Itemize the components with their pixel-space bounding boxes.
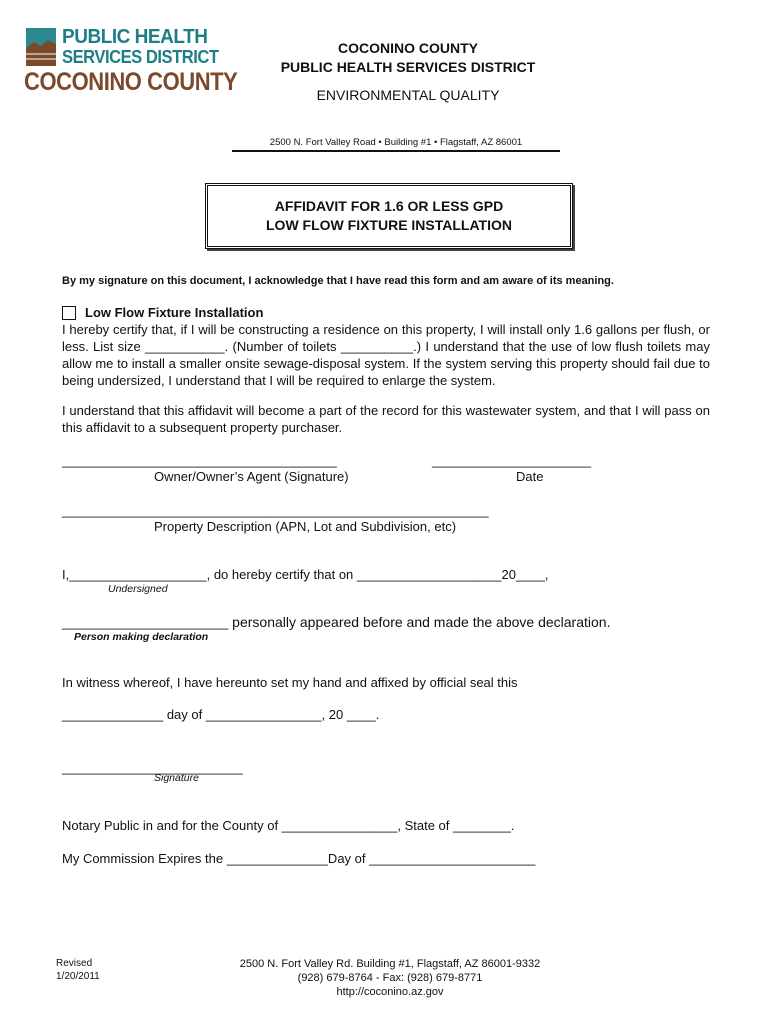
section-heading-label: Low Flow Fixture Installation <box>85 305 264 320</box>
footer-address: 2500 N. Fort Valley Rd. Building #1, Flagstaff, AZ 86001-9332 <box>239 958 541 970</box>
section-heading <box>62 305 263 320</box>
header-division: ENVIRONMENTAL QUALITY <box>316 87 500 103</box>
revised-date: 1/20/2011 <box>56 971 100 982</box>
district-logo <box>24 26 238 96</box>
property-description-line[interactable]: ___________________________________________________________ <box>62 503 489 518</box>
property-description-label: Property Description (APN, Lot and Subdivision, etc) <box>154 519 457 534</box>
day-of-line[interactable]: ______________ day of ________________, 20 ____. <box>62 707 380 722</box>
owner-signature-line[interactable]: ______________________________________ <box>62 453 337 468</box>
notary-county-line[interactable]: Notary Public in and for the County of ________________, State of ________. <box>62 818 515 833</box>
form-title-box <box>205 183 573 249</box>
revised-label: Revised <box>56 958 93 969</box>
header-district: PUBLIC HEALTH SERVICES DISTRICT <box>280 59 536 75</box>
commission-expires-line[interactable]: My Commission Expires the ______________Day of _______________________ <box>62 851 536 866</box>
certify-line[interactable]: I,___________________, do hereby certify that on ____________________20____, <box>62 567 549 582</box>
logo-text-line2: SERVICES DISTRICT <box>62 47 219 67</box>
form-title-line2: LOW FLOW FIXTURE INSTALLATION <box>266 217 512 233</box>
owner-signature-label: Owner/Owner’s Agent (Signature) <box>154 469 349 484</box>
footer-phone: (928) 679-8764 - Fax: (928) 679-8771 <box>297 972 483 984</box>
logo-text-line3: COCONINO COUNTY <box>24 68 238 96</box>
logo-text-line1: PUBLIC HEALTH <box>62 26 208 48</box>
undersigned-label: Undersigned <box>108 583 168 595</box>
notary-signature-label: Signature <box>154 772 199 784</box>
appeared-text: personally appeared before and made the above declaration. <box>228 614 611 630</box>
logo-mountain-icon <box>26 28 56 66</box>
appeared-line <box>62 614 610 630</box>
date-line[interactable]: ______________________ <box>432 453 592 468</box>
footer-website[interactable]: http://coconino.az.gov <box>336 986 444 998</box>
header-address: 2500 N. Fort Valley Road • Building #1 • Flagstaff, AZ 86001 <box>232 137 560 152</box>
date-label: Date <box>516 469 544 484</box>
person-making-declaration-label: Person making declaration <box>74 631 209 643</box>
section-body: I hereby certify that, if I will be constructing a residence on this property, I will install only 1.6 gallons per flush, or less. List size ___________. (Number of toilets __________.) I understand that the use of low flush toilets may allow me to install a smaller onsite sewage-disposal system. If the system serving this property should fail due to being undersized, I understand that I will be required to enlarge the system. <box>62 322 710 388</box>
witness-text: In witness whereof, I have hereunto set my hand and affixed by official seal this <box>62 675 518 690</box>
acknowledgement-text: By my signature on this document, I acknowledge that I have read this form and am aware of its meaning. <box>62 275 614 287</box>
record-paragraph: I understand that this affidavit will become a part of the record for this wastewater system, and that I will pass on this affidavit to a subsequent property purchaser. <box>62 403 710 435</box>
person-blank[interactable]: _______________________ <box>62 615 229 630</box>
notary-signature-line[interactable]: _________________________ <box>62 760 243 775</box>
low-flow-checkbox[interactable] <box>62 306 76 320</box>
header-county: COCONINO COUNTY <box>338 40 478 56</box>
form-title-line1: AFFIDAVIT FOR 1.6 OR LESS GPD <box>274 198 504 214</box>
